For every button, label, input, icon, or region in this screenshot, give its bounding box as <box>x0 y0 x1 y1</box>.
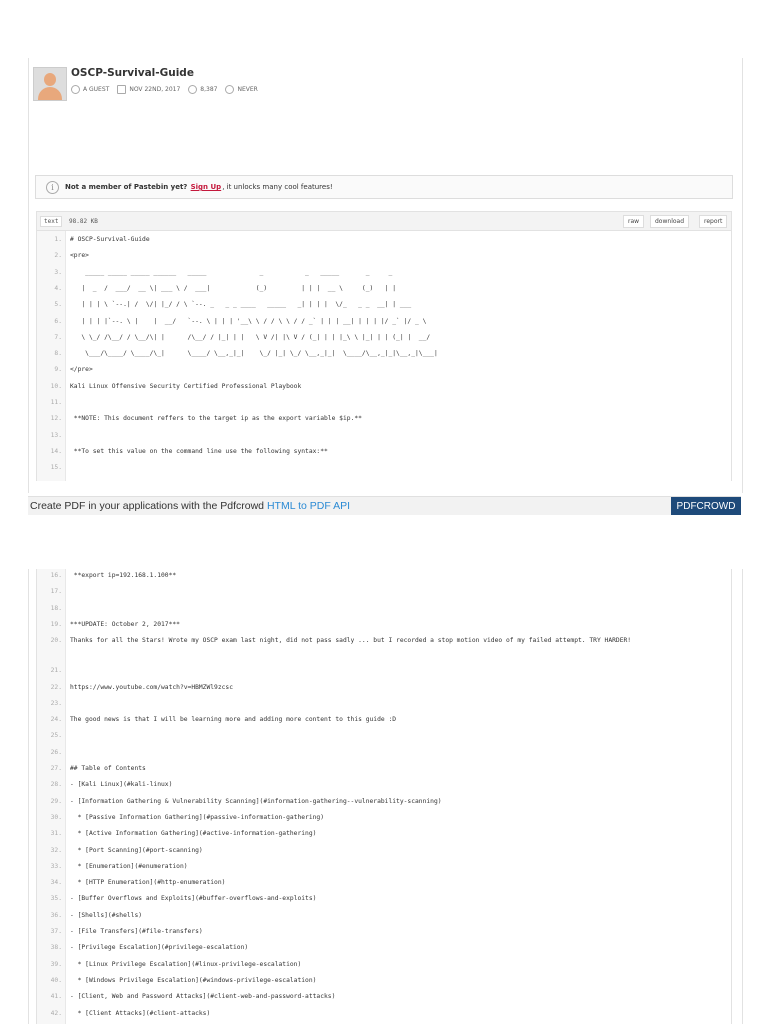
line-text: - [Kali Linux](#kali-linux) <box>70 781 173 789</box>
line-number: 4. <box>54 284 62 292</box>
code-line <box>37 697 731 713</box>
code-line <box>37 445 731 461</box>
code-line <box>37 380 731 396</box>
line-text: * [Linux Privilege Escalation](#linux-privilege-escalation) <box>70 960 302 968</box>
line-text: The good news is that I will be learning more and adding more content to this guide :D <box>70 716 397 724</box>
line-number: 16. <box>50 572 62 579</box>
code-line <box>37 941 731 957</box>
language-badge[interactable]: text <box>40 216 62 227</box>
code-line <box>37 811 731 827</box>
code-line <box>37 266 731 282</box>
line-number: 6. <box>54 317 62 325</box>
line-number: 37. <box>50 928 62 935</box>
author-label: A GUEST <box>83 86 110 93</box>
expire-item <box>225 85 257 94</box>
line-number: 20. <box>50 637 62 645</box>
code-line <box>37 876 731 892</box>
line-text: - [Client, Web and Password Attacks](#client-web-and-password-attacks) <box>70 993 336 1001</box>
line-number: 7. <box>54 333 62 341</box>
views-item <box>188 85 217 94</box>
code-line <box>37 892 731 908</box>
pdfcrowd-badge[interactable]: PDFCROWD <box>671 497 741 515</box>
code-line <box>37 681 731 697</box>
expire-label: NEVER <box>237 86 258 93</box>
line-text: * [Passive Information Gathering](#passive-information-gathering) <box>70 813 325 821</box>
line-text: _____ _____ _____ ______ _____ _ _ _____ _ _ <box>70 268 393 276</box>
line-text: <pre> <box>70 252 89 260</box>
code-line <box>37 461 731 477</box>
code-line <box>37 585 731 601</box>
line-number: 35. <box>50 895 62 903</box>
line-text: https://www.youtube.com/watch?v=HBMZWl9zcsc <box>70 683 234 691</box>
line-number: 34. <box>50 879 62 887</box>
line-number: 13. <box>50 431 62 439</box>
code-line <box>37 569 731 585</box>
line-text: - [Buffer Overflows and Exploits](#buffer-overflows-and-exploits) <box>70 895 317 903</box>
line-number: 22. <box>50 683 62 691</box>
line-number: 2. <box>54 252 62 260</box>
code-line <box>37 396 731 412</box>
line-number: 18. <box>50 604 62 612</box>
line-number: 17. <box>50 588 62 596</box>
calendar-icon <box>117 85 126 94</box>
views-label: 8,387 <box>200 86 218 93</box>
notice-prefix: Not a member of Pastebin yet? <box>65 183 188 191</box>
line-text: **To set this value on the command line use the following syntax:** <box>70 447 328 455</box>
line-number: 23. <box>50 699 62 707</box>
report-button[interactable]: report <box>699 215 727 228</box>
line-text: ## Table of Contents <box>70 765 146 772</box>
line-text: **export ip=192.168.1.100** <box>70 572 177 579</box>
line-text: - [File Transfers](#file-transfers) <box>70 928 203 935</box>
line-number: 40. <box>50 976 62 984</box>
line-number: 30. <box>50 813 62 821</box>
line-text: \ \_/ /\__/ / \__/\| | /\__/ / |_| | | \ V /| |\ V / (_| | | |_\ \ |_| | | (_| | __/ <box>70 333 431 341</box>
signup-link[interactable]: Sign Up <box>190 183 222 191</box>
code-line <box>37 664 731 680</box>
line-text: * [Client Attacks](#client-attacks) <box>70 1009 211 1017</box>
line-number: 1. <box>54 236 62 243</box>
line-text: Kali Linux Offensive Security Certified Professional Playbook <box>70 382 302 390</box>
line-text: ***UPDATE: October 2, 2017*** <box>70 620 180 628</box>
code-line <box>37 282 731 298</box>
line-number: 39. <box>50 960 62 968</box>
date-label: NOV 22ND, 2017 <box>129 86 181 93</box>
author-item[interactable] <box>71 85 109 94</box>
line-number: 19. <box>50 620 62 628</box>
code-line <box>37 233 731 249</box>
line-text: | | | |`--. \ | | __/ `--. \ | | | '__\ \ / / \ \ / / _` | | | __| | | | |/ _` |/ _ \ <box>70 317 427 325</box>
line-text: </pre> <box>70 366 93 374</box>
code-line <box>37 827 731 843</box>
code-line <box>37 602 731 618</box>
footer-text <box>30 500 350 512</box>
line-text: * [HTTP Enumeration](#http-enumeration) <box>70 879 226 887</box>
raw-button[interactable]: raw <box>623 215 644 228</box>
code-block-bottom <box>36 569 732 1024</box>
html-to-pdf-link[interactable]: HTML to PDF API <box>266 500 350 512</box>
code-line <box>37 315 731 331</box>
line-text: * [Windows Privilege Escalation](#windows-privilege-escalation) <box>70 976 317 984</box>
code-line <box>37 762 731 778</box>
line-number: 12. <box>50 415 62 423</box>
line-number: 26. <box>50 748 62 756</box>
paste-meta <box>71 85 258 94</box>
code-toolbar <box>36 211 732 231</box>
code-line <box>37 958 731 974</box>
signup-notice <box>35 175 733 199</box>
footer-prefix: Create PDF in your applications with the Pdfcrowd <box>30 500 267 512</box>
code-block-top <box>36 231 732 481</box>
line-number: 31. <box>50 830 62 838</box>
line-number: 36. <box>50 911 62 919</box>
code-line <box>37 331 731 347</box>
code-line <box>37 298 731 314</box>
code-line <box>37 713 731 729</box>
line-number: 27. <box>50 765 62 772</box>
download-button[interactable]: download <box>650 215 689 228</box>
line-number: 38. <box>50 944 62 952</box>
line-number: 15. <box>50 464 62 472</box>
code-line <box>37 746 731 762</box>
code-line <box>37 990 731 1006</box>
line-number: 41. <box>50 993 62 1001</box>
line-number: 33. <box>50 862 62 870</box>
line-number: 5. <box>54 301 62 309</box>
line-text: * [Enumeration](#enumeration) <box>70 862 188 870</box>
line-number: 3. <box>54 268 62 276</box>
notice-suffix: , it unlocks many cool features! <box>222 183 333 191</box>
code-line <box>37 925 731 941</box>
code-line <box>37 618 731 634</box>
line-text: Thanks for all the Stars! Wrote my OSCP exam last night, did not pass sadly ... but I recorded a stop motion video of my failed attempt. TRY HARDER! <box>70 637 632 645</box>
code-line <box>37 778 731 794</box>
code-line <box>37 729 731 745</box>
eye-icon <box>188 85 197 94</box>
line-text: - [Privilege Escalation](#privilege-escalation) <box>70 944 249 952</box>
line-number: 25. <box>50 732 62 740</box>
line-number: 8. <box>54 350 62 358</box>
pdf-footer <box>28 496 741 515</box>
line-number: 10. <box>50 382 62 390</box>
line-text: * [Port Scanning](#port-scanning) <box>70 846 203 854</box>
info-icon: i <box>46 181 59 194</box>
code-line <box>37 634 731 664</box>
line-text: | | | \ `--.| / \/| |_/ / \ `--. _ _ _ ____ _____ _| | | | \/_ _ _ __| | ___ <box>70 301 412 309</box>
date-item <box>117 85 180 94</box>
line-number: 9. <box>54 366 62 374</box>
user-icon <box>71 85 80 94</box>
code-line <box>37 844 731 860</box>
line-text: **NOTE: This document reffers to the target ip as the export variable $ip.** <box>70 415 362 423</box>
line-text: - [Shells](#shells) <box>70 911 143 919</box>
line-text: * [Active Information Gathering](#active-information-gathering) <box>70 830 317 838</box>
code-line <box>37 860 731 876</box>
code-line <box>37 249 731 265</box>
line-number: 11. <box>50 399 62 406</box>
code-line <box>37 1007 731 1023</box>
code-line <box>37 795 731 811</box>
line-number: 42. <box>50 1009 62 1017</box>
clock-icon <box>225 85 234 94</box>
line-number: 24. <box>50 716 62 724</box>
code-line <box>37 412 731 428</box>
line-number: 29. <box>50 797 62 805</box>
file-size: 98.82 KB <box>69 218 98 225</box>
line-text: \___/\____/ \____/\_| \____/ \__,_|_| \_/ |_| \_/ \__,_|_| \____/\__,_|_|\__,_|\___| <box>70 350 438 358</box>
line-text: - [Information Gathering & Vulnerability Scanning](#information-gathering--vulnerability-scanning) <box>70 797 442 805</box>
line-text: | _ / ___/ __ \| ___ \ / ___| (_) | | | __ \ (_) | | <box>70 284 397 292</box>
line-number: 21. <box>50 667 62 675</box>
line-number: 28. <box>50 781 62 789</box>
code-line <box>37 363 731 379</box>
code-line <box>37 429 731 445</box>
code-line <box>37 909 731 925</box>
line-number: 32. <box>50 846 62 854</box>
line-text: # OSCP-Survival-Guide <box>70 236 150 243</box>
code-line <box>37 347 731 363</box>
page-title: OSCP-Survival-Guide <box>71 67 194 79</box>
avatar <box>33 67 67 101</box>
code-line <box>37 974 731 990</box>
line-number: 14. <box>50 447 62 455</box>
